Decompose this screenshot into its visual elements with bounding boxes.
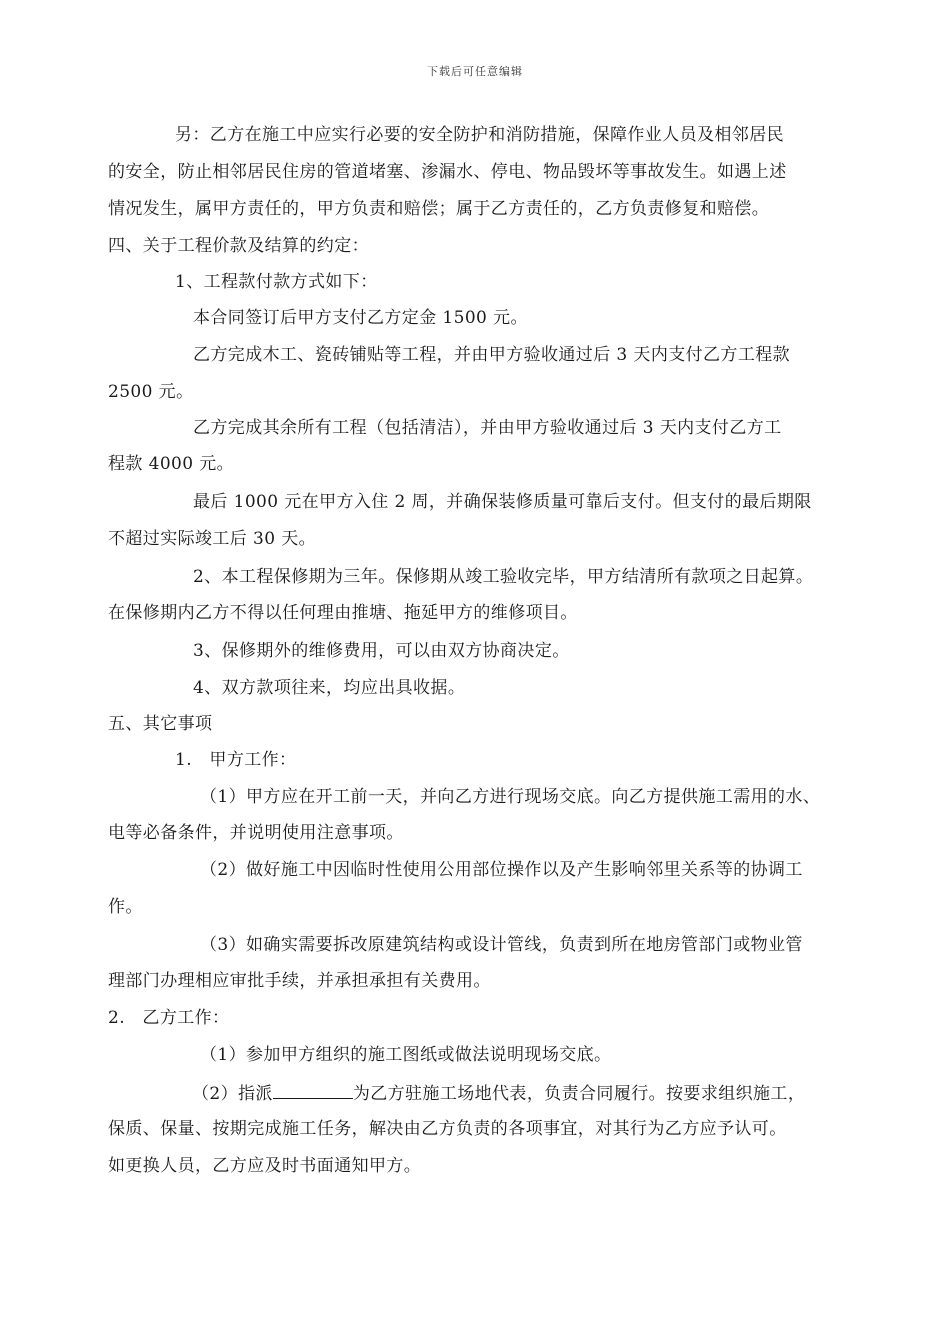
paragraph-line: （1）参加甲方组织的施工图纸或做法说明现场交底。 bbox=[200, 1045, 612, 1065]
paragraph-line: 保质、保量、按期完成施工任务，解决由乙方负责的各项事宜，对其行为乙方应予认可。 bbox=[108, 1119, 787, 1139]
paragraph-line: 2500 元。 bbox=[108, 382, 194, 402]
subsection-heading: 2. 乙方工作： bbox=[108, 1008, 230, 1028]
paragraph-line: 1、工程款付款方式如下： bbox=[175, 272, 378, 292]
paragraph-line: （1）甲方应在开工前一天，并向乙方进行现场交底。向乙方提供施工需用的水、 bbox=[200, 787, 821, 807]
assign-suffix: 为乙方驻施工场地代表，负责合同履行。按要求组织施工， bbox=[352, 1084, 806, 1104]
paragraph-line: 程款 4000 元。 bbox=[108, 454, 235, 474]
paragraph-line: 乙方完成其余所有工程（包括清洁），并由甲方验收通过后 3 天内支付乙方工 bbox=[193, 418, 782, 438]
paragraph-line: 最后 1000 元在甲方入住 2 周，并确保装修质量可靠后支付。但支付的最后期限 bbox=[193, 492, 812, 512]
paragraph-line: 本合同签订后甲方支付乙方定金 1500 元。 bbox=[193, 308, 528, 328]
paragraph-line: 另：乙方在施工中应实行必要的安全防护和消防措施，保障作业人员及相邻居民 bbox=[175, 125, 784, 145]
paragraph-line: 作。 bbox=[108, 897, 143, 917]
page-header: 下载后可任意编辑 bbox=[427, 65, 523, 78]
subsection-heading: 1. 甲方工作： bbox=[175, 750, 297, 770]
paragraph-line: 乙方完成木工、瓷砖铺贴等工程，并由甲方验收通过后 3 天内支付乙方工程款 bbox=[193, 345, 791, 365]
paragraph-line: 在保修期内乙方不得以任何理由推塘、拖延甲方的维修项目。 bbox=[108, 603, 578, 623]
paragraph-line: 2、本工程保修期为三年。保修期从竣工验收完毕，甲方结清所有款项之日起算。 bbox=[193, 567, 814, 587]
paragraph-line: 4、双方款项往来，均应出具收据。 bbox=[193, 678, 466, 698]
section-heading: 四、关于工程价款及结算的约定： bbox=[108, 236, 369, 256]
paragraph-line: 理部门办理相应审批手续，并承担承担有关费用。 bbox=[108, 971, 491, 991]
paragraph-line: 的安全，防止相邻居民住房的管道堵塞、渗漏水、停电、物品毁坏等事故发生。如遇上述 bbox=[108, 162, 787, 182]
section-heading: 五、其它事项 bbox=[108, 714, 213, 734]
paragraph-line: 如更换人员，乙方应及时书面通知甲方。 bbox=[108, 1156, 422, 1176]
representative-blank-field bbox=[273, 1080, 353, 1099]
paragraph-line: （2）做好施工中因临时性使用公用部位操作以及产生影响邻里关系等的协调工 bbox=[200, 860, 803, 880]
assign-representative-line bbox=[192, 1080, 805, 1106]
paragraph-line: 3、保修期外的维修费用，可以由双方协商决定。 bbox=[193, 641, 570, 661]
paragraph-line: 电等必备条件，并说明使用注意事项。 bbox=[108, 823, 404, 843]
paragraph-line: （3）如确实需要拆改原建筑结构或设计管线，负责到所在地房管部门或物业管 bbox=[200, 935, 803, 955]
assign-prefix: （2）指派 bbox=[192, 1084, 273, 1104]
paragraph-line: 不超过实际竣工后 30 天。 bbox=[108, 529, 317, 549]
paragraph-line: 情况发生，属甲方责任的，甲方负责和赔偿；属于乙方责任的，乙方负责修复和赔偿。 bbox=[108, 199, 770, 219]
